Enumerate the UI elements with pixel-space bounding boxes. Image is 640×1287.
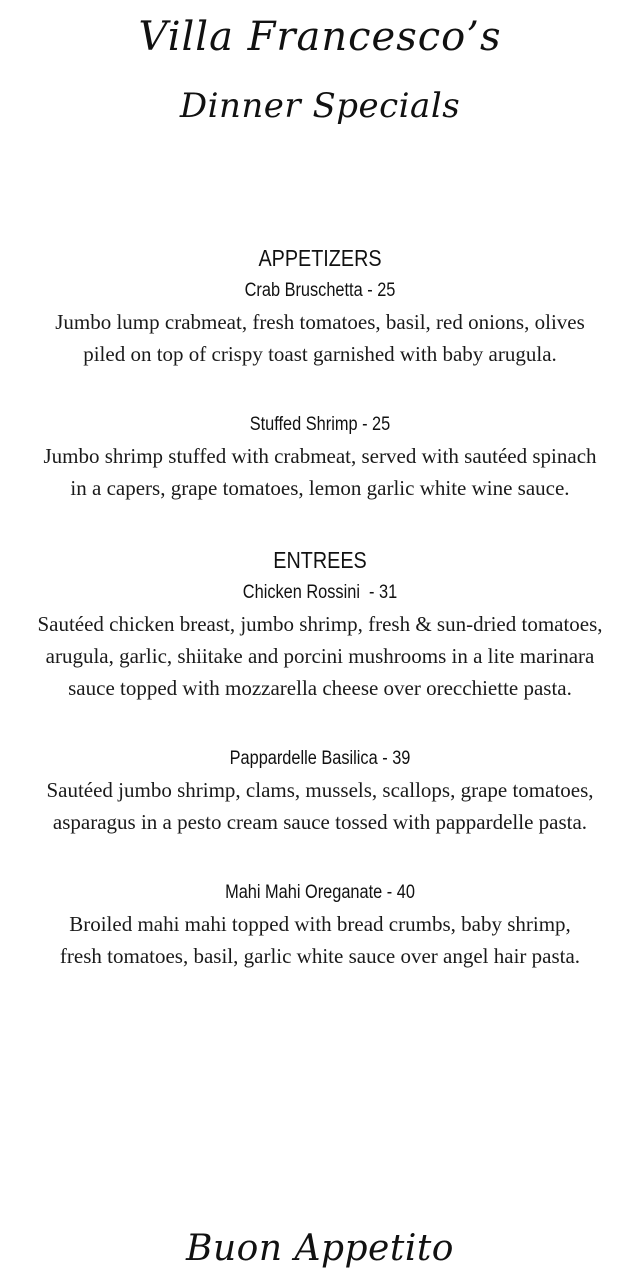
menu-item-crab-bruschetta <box>0 276 640 370</box>
item-name: Chicken Rossini - 31 <box>242 582 398 603</box>
menu-subtitle: Dinner Specials <box>179 86 461 126</box>
item-description: Sautéed jumbo shrimp, clams, mussels, scallops, grape tomatoes, asparagus in a pesto cream sauce tossed with pappardelle pasta. <box>46 778 594 834</box>
item-name: Mahi Mahi Oreganate - 40 <box>225 882 415 903</box>
appetizers-section <box>0 240 640 504</box>
menu-item-chicken-rossini <box>0 578 640 704</box>
menu-item-pappardelle-basilica <box>0 744 640 838</box>
entrees-section <box>0 542 640 972</box>
item-description: Broiled mahi mahi topped with bread crumbs, baby shrimp, fresh tomatoes, basil, garlic white sauce over angel hair pasta. <box>59 912 581 968</box>
item-name: Crab Bruschetta - 25 <box>244 280 396 301</box>
item-description: Jumbo lump crabmeat, fresh tomatoes, basil, red onions, olives piled on top of crispy toast garnished with baby arugula. <box>55 310 585 366</box>
menu-item-stuffed-shrimp <box>0 410 640 504</box>
item-name: Pappardelle Basilica - 39 <box>229 748 411 769</box>
closing-text: Buon Appetito <box>186 1228 454 1269</box>
menu-item-mahi-mahi-oreganate <box>0 878 640 972</box>
item-description: Jumbo shrimp stuffed with crabmeat, served with sautéed spinach in a capers, grape tomatoes, lemon garlic white wine sauce. <box>43 444 597 500</box>
item-name: Stuffed Shrimp - 25 <box>249 414 391 435</box>
section-heading-appetizers: APPETIZERS <box>258 245 382 271</box>
item-description: Sautéed chicken breast, jumbo shrimp, fresh & sun-dried tomatoes, arugula, garlic, shiitake and porcini mushrooms in a lite marinara sauce topped with mozzarella cheese over orecchiette pasta. <box>37 612 603 700</box>
restaurant-name: Villa Francesco’s <box>138 14 502 60</box>
section-heading-entrees: ENTREES <box>273 547 367 573</box>
specials-menu <box>0 240 640 972</box>
